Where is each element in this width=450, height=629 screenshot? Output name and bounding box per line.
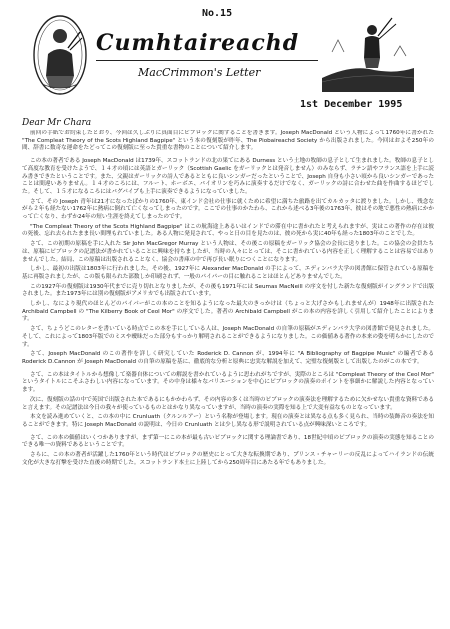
letter-body (22, 130, 434, 625)
piper-portrait-illustration (32, 14, 88, 96)
paragraph-7: この1927年の復刻版は1930年代までに売り切れとなりましたが、その後も1971年には Seumas MacNeill の序文を付した新たな復刻版がイングランドで出版されました。また1973年には別の復刻版がアメリカでも出版されています。 (22, 283, 434, 298)
paragraph-1: 前回の手紙でお約束したとおり、今回は久しぶりに真面目にピブロックに関することを書きます。Joseph MacDonald という人物によって1760年に書かれた "The Compleat Theory of the Scots Highland Bagpipe" という本の復刻版が昨年、The Piobaireachd Society から出版されました。今回はおよそ250年の間、辞書に数奇な運命をたどってこの復刻版に至った貴重な書物のことについて紹介します。 (22, 130, 434, 152)
paragraph-10: さて、Joseph MacDonald のこの著作を詳しく研究していた Roderick D. Cannon が、1994年に "A Bibliography of Bagpipe Music" の編者である Roderick D.Cannon が Joseph MacDonald の自筆の原稿を基に、徹底的な分析と原典に忠実な解説を加えて、完璧な復刻版として出版したのがこの本です。 (22, 351, 434, 365)
paragraph-2: この本の著者である Joseph MacDonald は1739年、スコットランドの北の果てにある Durness という土地の牧師の息子として生まれました。牧師の息子として高度な教育を受けたようで、１４才の頃には英語とガーリック（Scottish Gaelic をガーリックとは発音しません）のみならず、ラテン語やフランス語を上手に読み書きできたということです。また、父親はガーリックの詩人であるとともに良いシンガーだったということで、Joseph 自身も小さい頃から良いシンガーであったことは間違いありません。１４才のころには、フルート、ホーボエ、バイオリンを巧みに演奏するだけでなく、ガーリックの詩に合わせた曲を作曲するほどでした。そして、１５才になるころにはバグパイプも上手に演奏できるようになっていました。 (22, 158, 434, 195)
salutation: Dear Mr Chara (22, 118, 92, 128)
paragraph-6: しかし、最初の出版は1803年に行われました。その後、1927年に Alexander MacDonald の手によって、エディンバラ大学の図書館に保管されている原稿を基に再版されましたが、この版も限られた部数しか印刷されず、一般のパイパーの目に触れることはほとんどありませんでした。 (22, 266, 434, 280)
paragraph-5: さて、この初期の原稿を手に入れた Sir John MacGregor Murray という人物は、その後この原稿をガーリック協会の会長に送りました。この協会の会員たちは、原稿にピブロックの記譜法が書かれていることに興味を持ちましたが、当時の人々にとっては、そこに書かれている内容を正しく理解することは容易ではありませんでした。結局、この原稿は出版されることなく、協会の書庫の中で再び長い眠りにつくことになります。 (22, 241, 434, 263)
paragraph-14: さて、この本の価値はいくつかありますが、まず第一にこの本が最も古いピブロックに関する理論書であり、18世紀中頃のピブロックの演奏の実態を知ることのできる唯一の資料であるということです。 (22, 434, 434, 449)
newsletter-header (0, 0, 450, 110)
title-rule (96, 60, 318, 61)
paragraph-12: 次に、復刻版の話の中で英国で出版された本であるにもかかわらず、その内容の多くは当時のピブロックの演奏法を理解するために欠かせない貴重な資料であると言えます。その記譜法は今日の我々が使っているものとはかなり異なっていますが、当時の演奏の実際を知る上で大変有益なものとなっています。 (22, 396, 434, 411)
paragraph-13: 本文を読み進めていくと、この本の中に Crunluath（クルンルアー）という名称が登場します。現在の演奏とは異なる点も多く見られ、当時の装飾音の奏法を知ることができます。特に Joseph MacDonald の説明は、今日の Crunluath とは少し異なる形で説明されている点が興味深いところです。 (22, 414, 434, 428)
piper-on-hill-illustration (322, 12, 414, 92)
newsletter-title: Cumhtaireachd (96, 30, 300, 56)
paragraph-11: さて、この本はタイトルから想像して楽器自体についての解説を書かれているように思われがちですが、実際のところは "Compleat Theory of the Ceol Mor" というタイトルにこそふさわしい内容になっています。その中身は様々なバリエーションを中心にピブロックの演奏のポイントを事細かに解説した内容となっています。 (22, 371, 434, 394)
paragraph-9: さて、ちょうどこのレターを書いている時点でこの本を手にしている人は、Joseph MacDonald の自筆の原稿がエディンバラ大学の図書館で発見されました。そして、これによって1803年版でのミスや曖昧だった部分もすっかり解明されることができるようになりました。この価値ある著作の本来の姿を明らかにしたのです。 (22, 326, 434, 348)
paragraph-3: さて、その Joseph 青年は21才になったばかりの1760年、東インド会社の仕事に就くために希望に満ちた旅路を出てカルカッタに渡りました。しかし、残念ながら２年も経たない1762年に熱病に倒れて亡くなってしまったのです。ここでの仕事のかたわら、これから述べる3年後の1763年、彼はその地で悪性の熱病にかかって亡くなり、わずか24年の短い生涯を終えてしまったのです。 (22, 198, 434, 221)
newsletter-subtitle: MacCrimmon's Letter (138, 66, 261, 79)
paragraph-4: "The Compleat Theory of the Scots Highland Bagpipe" はこの航海途上あるいはインドでの滞在中に書かれたと考えられますが、実はこの著作の存在は彼の死後、忘れ去られたまま長い間埋もれていました。ある人物に発見されて、やっと日の目を見たのは、彼の死から実に40年も経った1803年のことでした。 (22, 223, 434, 238)
issue-number: No.15 (202, 8, 233, 19)
paragraph-8: しかし、なにより現代のほとんどのパイパーがこの本のことを知るようになった最大のきっかけは（ちょっと大げさかもしれませんが）1948年に出版された Archibald Campbell の "The Kilberry Book of Ceol Mor" の序文でした。著者の Archibald Campbell がこの本の内容を詳しく引用して紹介したことによります。 (22, 301, 434, 323)
paragraph-15: さらに、この本の著者が活躍した1760年という時代はピブロックの歴史にとって大きな転換期であり、プリンス・チャーリーの反乱によってハイランドの伝統文化が大きな打撃を受けた直後の時期でした。スコットランド本土に上陸してから250周年目にあたる年でもありました。 (22, 452, 434, 466)
letter-date: 1st December 1995 (300, 99, 403, 110)
